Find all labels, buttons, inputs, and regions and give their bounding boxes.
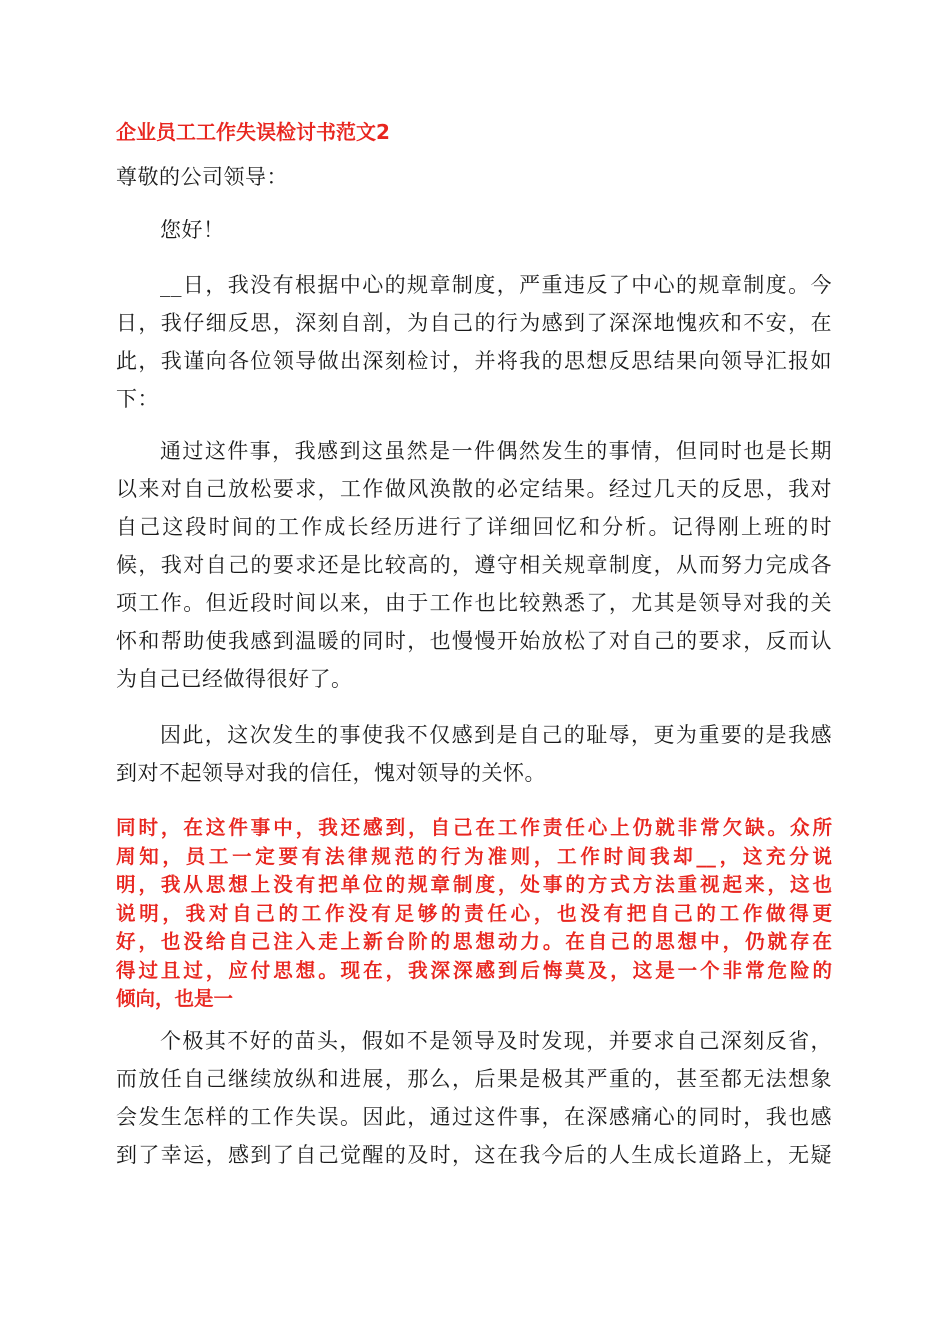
paragraph-line: 通过这件事，我感到这虽然是一件偶然发生的事情，但同时也是长期 <box>160 439 832 463</box>
paragraph-line: 怀和帮助使我感到温暖的同时，也慢慢开始放松了对自己的要求，反而认 <box>116 629 832 653</box>
paragraph-line: 项工作。但近段时间以来，由于工作也比较熟悉了，尤其是领导对我的关 <box>116 591 832 615</box>
paragraph-line: 因此，这次发生的事使我不仅感到是自己的耻辱，更为重要的是我感 <box>160 723 832 747</box>
highlighted-paragraph <box>116 814 832 1014</box>
highlighted-line: 同时，在这件事中，我还感到，自己在工作责任心上仍就非常欠缺。众所 <box>116 816 832 839</box>
paragraph-line: 为自己已经做得很好了。 <box>116 667 353 691</box>
paragraph-line: 而放任自己继续放纵和进展，那么，后果是极其严重的，甚至都无法想象 <box>116 1067 832 1091</box>
paragraph-line: 日，我仔细反思，深刻自剖，为自己的行为感到了深深地愧疚和不安，在 <box>116 311 832 335</box>
highlighted-line: 说明，我对自己的工作没有足够的责任心，也没有把自己的工作做得更 <box>116 901 832 925</box>
paragraph-line: 到了幸运，感到了自己觉醒的及时，这在我今后的人生成长道路上，无疑 <box>116 1143 832 1167</box>
paragraph-3 <box>116 716 832 792</box>
paragraph-line: 此，我谨向各位领导做出深刻检讨，并将我的思想反思结果向领导汇报如 <box>116 349 832 373</box>
paragraph-line: 会发生怎样的工作失误。因此，通过这件事，在深感痛心的同时，我也感 <box>116 1105 832 1129</box>
paragraph-line: 自己这段时间的工作成长经历进行了详细回忆和分析。记得刚上班的时 <box>116 515 832 539</box>
highlighted-line: 明，我从思想上没有把单位的规章制度，处事的方式方法重视起来，这也 <box>116 873 832 896</box>
paragraph-line: 以来对自己放松要求，工作做风涣散的必定结果。经过几天的反思，我对 <box>116 477 832 501</box>
greeting: 您好！ <box>160 218 225 242</box>
highlighted-line: 好，也没给自己注入走上新台阶的思想动力。在自己的思想中，仍就存在 <box>116 930 832 953</box>
paragraph-line: 下： <box>116 387 159 411</box>
document-title: 企业员工工作失误检讨书范文2 <box>116 120 390 144</box>
salutation: 尊敬的公司领导： <box>116 165 288 189</box>
paragraph-line: 候，我对自己的要求还是比较高的，遵守相关规章制度，从而努力完成各 <box>116 553 832 577</box>
highlighted-line: 得过且过，应付思想。现在，我深深感到后悔莫及，这是一个非常危险的 <box>116 958 832 982</box>
paragraph-5 <box>116 1022 832 1174</box>
paragraph-line: 个极其不好的苗头，假如不是领导及时发现，并要求自己深刻反省， <box>160 1029 832 1053</box>
paragraph-line: 到对不起领导对我的信任，愧对领导的关怀。 <box>116 761 546 785</box>
paragraph-1 <box>116 266 832 418</box>
highlighted-line: 倾向，也是一 <box>116 987 234 1010</box>
paragraph-2 <box>116 432 832 698</box>
paragraph-line: __日，我没有根据中心的规章制度，严重违反了中心的规章制度。今 <box>160 273 832 297</box>
highlighted-line: 周知，员工一定要有法律规范的行为准则，工作时间我却__，这充分说 <box>116 844 832 868</box>
